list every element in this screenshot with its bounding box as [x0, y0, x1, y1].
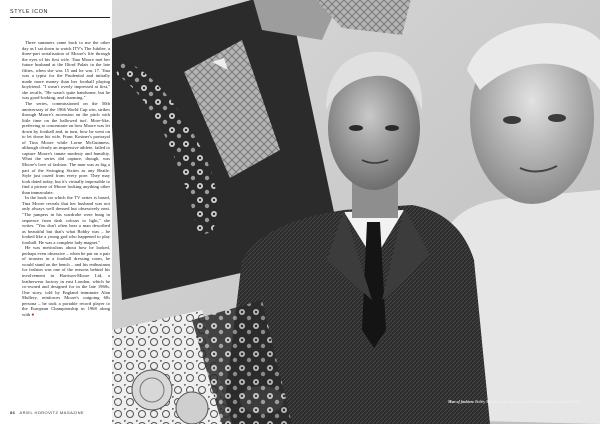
page-footer: [10, 410, 84, 415]
caption-text: Bobby Moore shows off some of his 1960s fashion products in 1970: [475, 400, 581, 404]
end-mark-icon: ●: [31, 312, 35, 318]
article-paragraph-3: In the book on which the TV series is based, Tina Moore reveals that her husband was not only always well dressed but obsessively neat. "The jumpers in his wardrobe were hung in sequence from dark colours to light," she writes. "You don't often hear a man described as beautiful but that's what Bobby was – he looked like a young god who happened to play football. He was a complete lady magnet.": [22, 195, 110, 245]
article-body: [22, 40, 110, 412]
section-divider: [10, 17, 110, 18]
publication-name: ARIEL HOROVITZ MAGAZINE: [19, 410, 84, 415]
feature-photo: [112, 0, 600, 424]
photo-illustration: [112, 0, 600, 424]
article-paragraph-1: Three summers came back to me the other day as I sat down to watch ITV's The Jubilee, a three-part serialisation of Moore's life through the eyes of his first wife. Tina Moore met her future husband at the Ilford Palais in the late fifties, when she was 15 and he was 17. Tina was a typist for the Prudential and initially made more money than her football playing boyfriend. "I wasn't overly impressed at first," she recalls. "He wasn't quite handsome, but he was good-looking, and charming.": [22, 40, 110, 101]
caption-lead: Man of fashion:: [448, 400, 475, 404]
photo-caption: [448, 400, 596, 405]
article-paragraph-4-text: He was meticulous about how he looked, perhaps even obsessive – when he put on a pair of trousers in a football dressing room, he would stand on the bench – and his enthusiasm for fashion was one of the reasons behind his involvement in Harrison-Moore Ltd, a leatherwear factory in east London, which he co-owned and designed for in the late 1960s. One story, told by England teammate Alan Mullery, reinforces Moore's outgoing 60s persona – he took a portable record player to the European Championship in 1968 along with: [22, 245, 110, 317]
article-paragraph-2: The series, commissioned on the 50th anniversary of the 1966 World Cup win, strikes through Moore's ascension on the pitch with little time on the hallowed turf. More-like, preferring to concentrate on how Moore was let down by football and, in turn, how he went on to let down his wife. Franc Kostner's portrayal of Tina Moore while Lorne McGuinness, although clearly an impressive athlete, failed to capture Moore's innate modesty and humility. What the series did capture, though, was Moore's love of fashion. The man was as big a part of the Swinging Sixties as any Beatle. Style just oozed from every pore. They may look dated today, but it's virtually impossible to find a picture of Moore looking anything other than immaculate.: [22, 101, 110, 195]
section-label: STYLE ICON: [10, 9, 49, 15]
article-paragraph-4: [22, 245, 110, 318]
page-number: 86: [10, 410, 16, 415]
